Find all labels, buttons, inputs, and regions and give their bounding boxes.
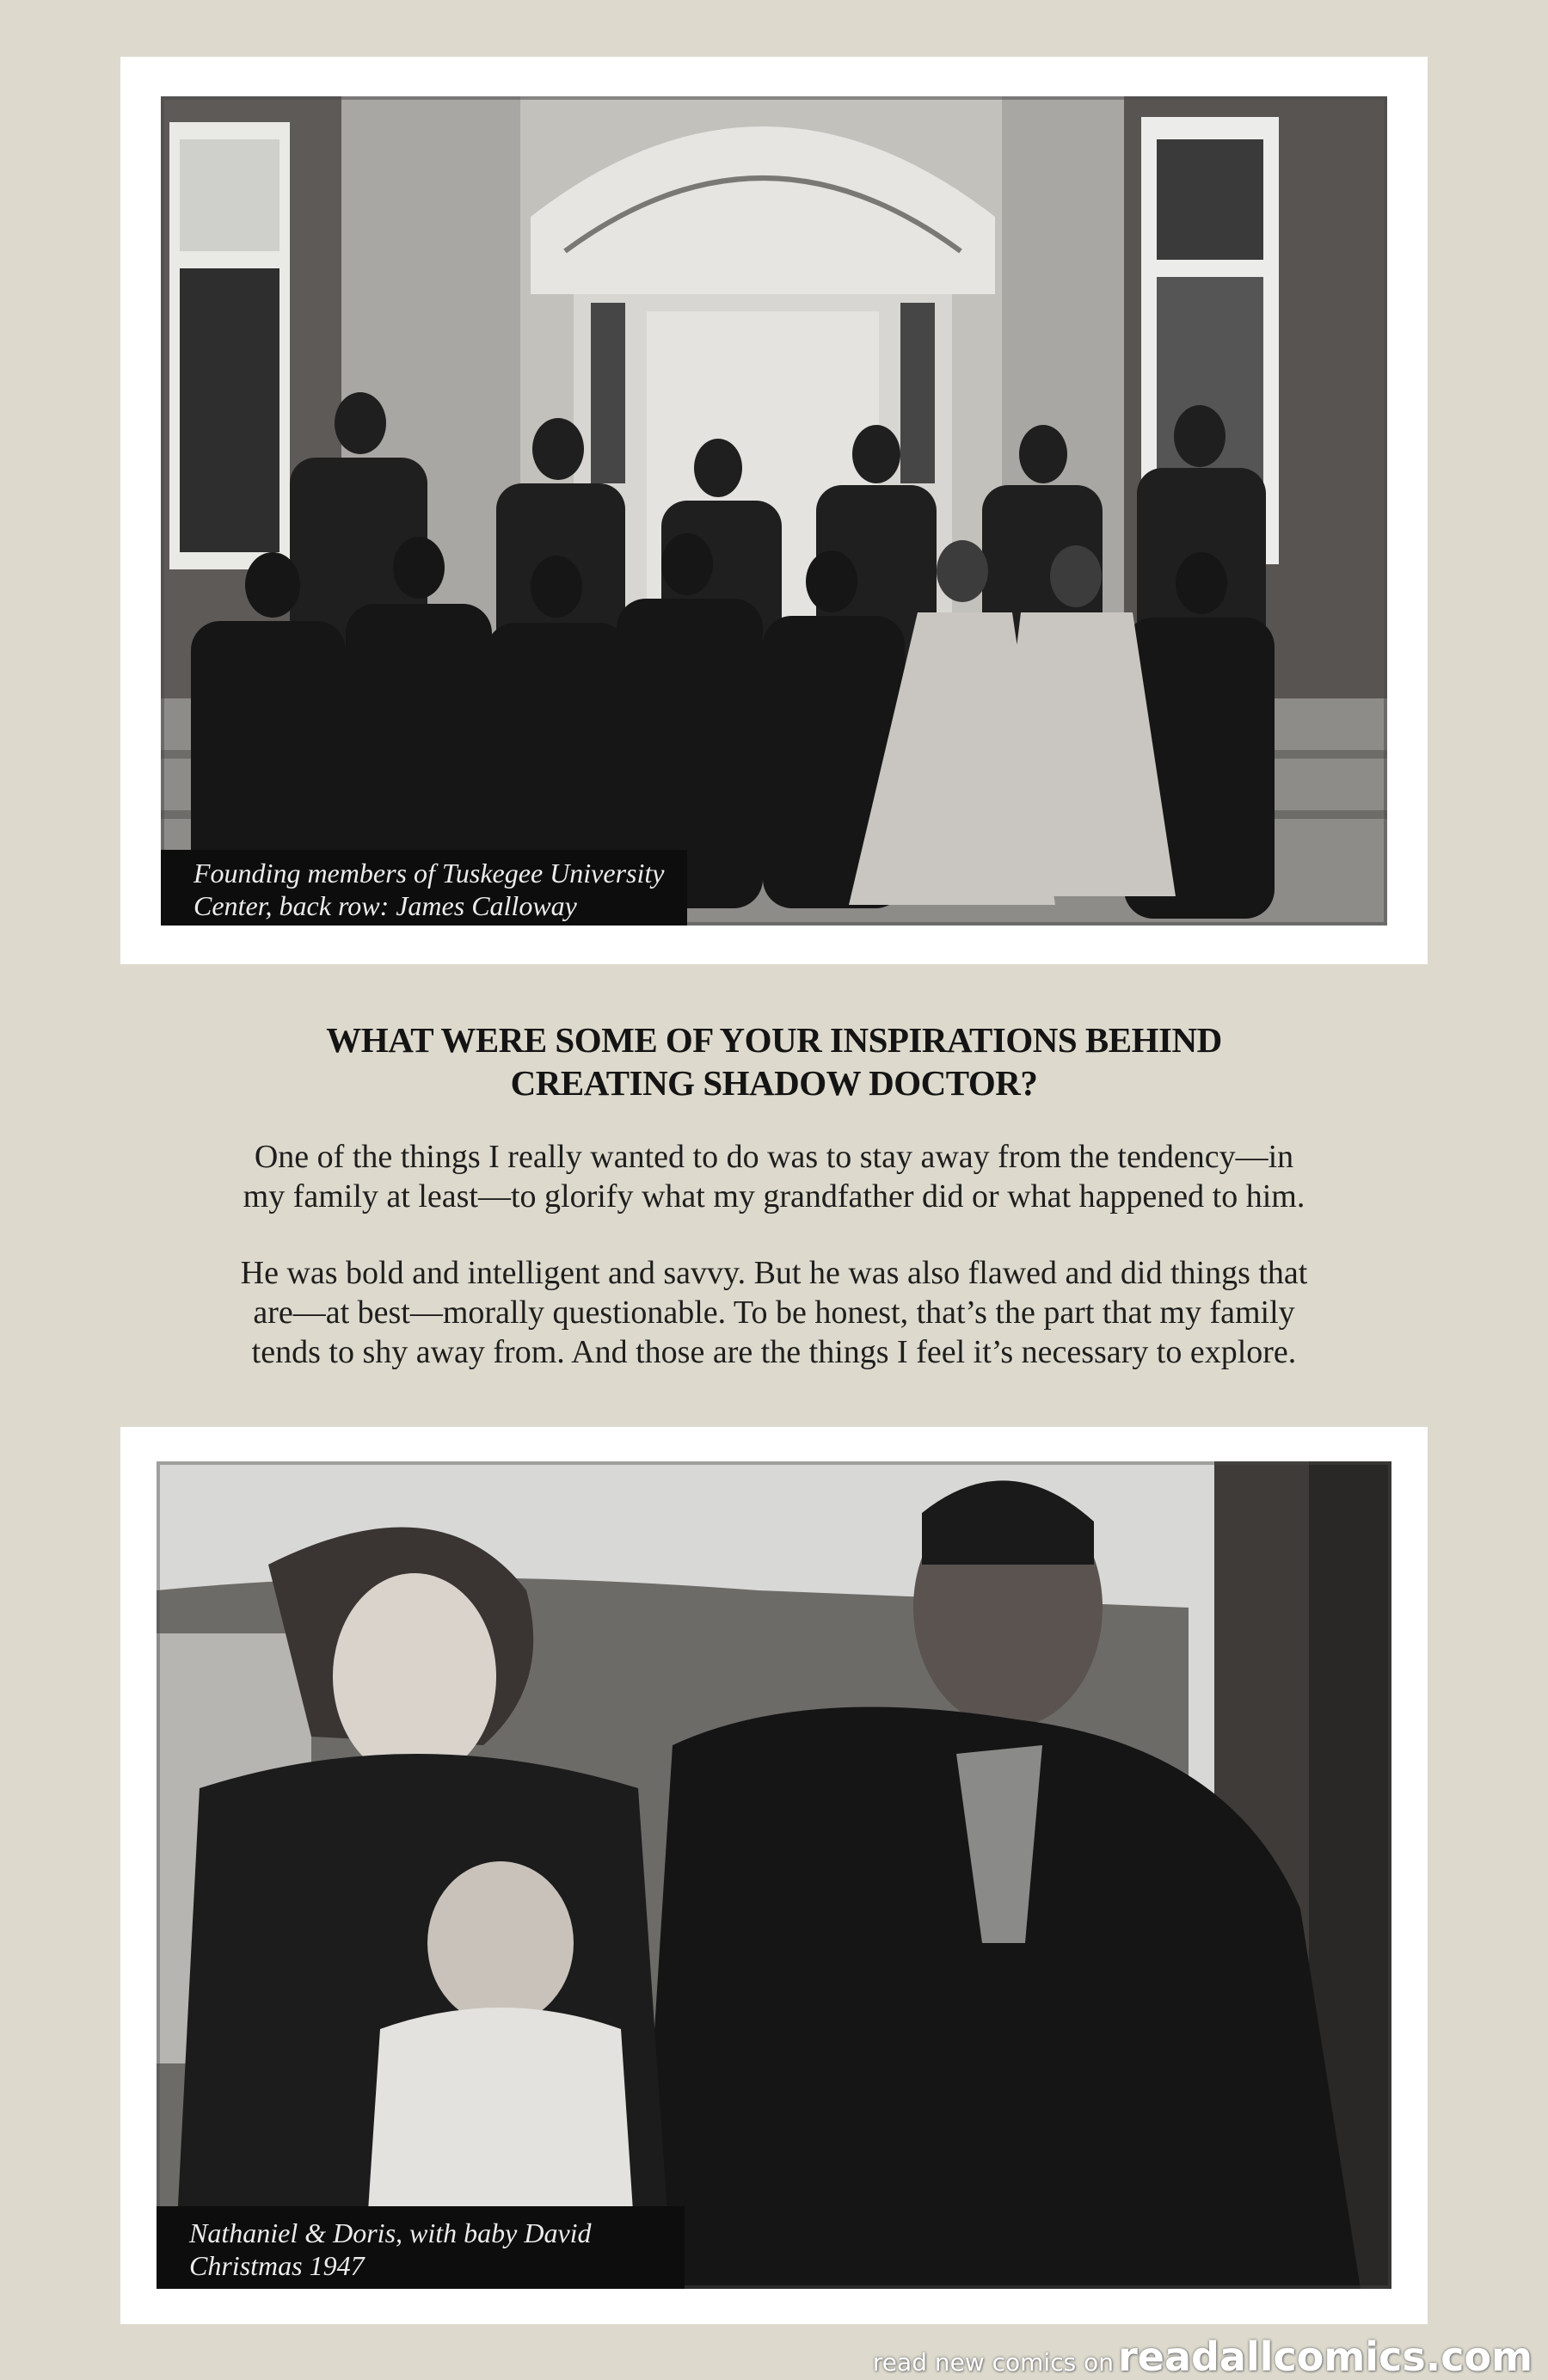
paragraph-line: One of the things I really wanted to do was to stay away from the tendency—in — [254, 1139, 1294, 1175]
family-photo — [157, 1461, 1391, 2289]
answer-paragraph — [138, 1253, 1410, 1372]
caption-line: Founding members of Tuskegee University — [194, 858, 665, 889]
group-photo-frame — [120, 57, 1428, 964]
photo-caption — [161, 850, 687, 926]
watermark-site: readallcomics.com — [1118, 2334, 1533, 2380]
family-image — [157, 1461, 1391, 2289]
question-line: WHAT WERE SOME OF YOUR INSPIRATIONS BEHIND — [326, 1020, 1222, 1060]
founding-members-image — [161, 96, 1387, 926]
caption-line: Christmas 1947 — [189, 2250, 365, 2281]
paragraph-line: my family at least—to glorify what my grandfather did or what happened to him. — [243, 1178, 1305, 1215]
paragraph-line: He was bold and intelligent and savvy. But he was also flawed and did things that — [240, 1255, 1308, 1291]
caption-line: Nathaniel & Doris, with baby David — [189, 2217, 592, 2248]
paragraph-line: are—at best—morally questionable. To be honest, that’s the part that my family — [253, 1295, 1295, 1331]
family-photo-frame — [120, 1427, 1428, 2324]
caption-line: Center, back row: James Calloway — [194, 890, 577, 921]
answer-paragraph — [138, 1137, 1410, 1216]
site-watermark[interactable] — [873, 2334, 1533, 2380]
interview-question — [120, 1018, 1428, 1104]
question-line: CREATING SHADOW DOCTOR? — [510, 1063, 1038, 1103]
founding-members-photo — [161, 96, 1387, 926]
photo-caption — [157, 2206, 685, 2289]
watermark-prefix: read new comics on — [872, 2348, 1114, 2377]
paragraph-line: tends to shy away from. And those are the things I feel it’s necessary to explore. — [251, 1334, 1297, 1370]
